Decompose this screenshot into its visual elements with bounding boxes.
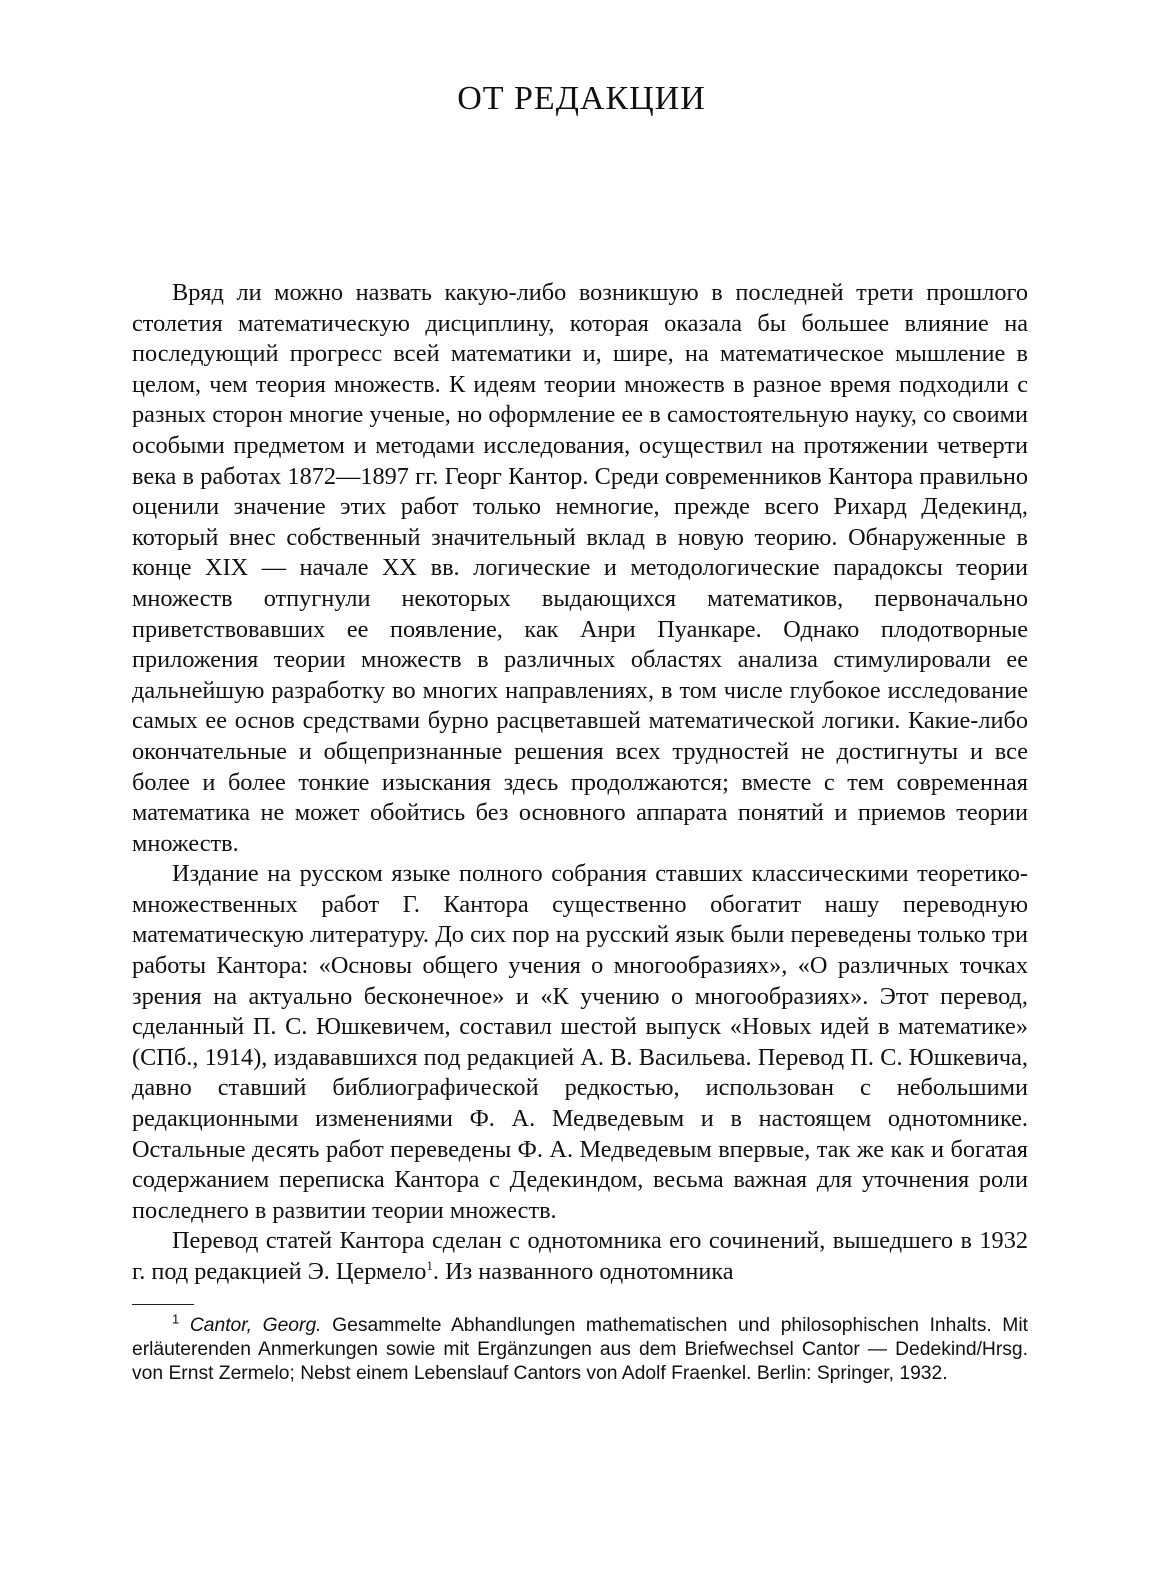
footnote-number: 1 — [172, 1311, 180, 1327]
footnote-divider — [132, 1304, 194, 1305]
main-text — [132, 278, 1028, 1288]
page-title: ОТ РЕДАКЦИИ — [457, 80, 706, 117]
paragraph-3 — [132, 1226, 1028, 1287]
paragraph-3-text: Перевод статей Кантора сделан с однотомника его сочинений, вышедшего в 1932 г. под редакцией Э. Цермело — [132, 1227, 1028, 1285]
paragraph-2: Издание на русском языке полного собрания ставших классическими теоретико-множественных работ Г. Кантора существенно обогатит нашу переводную математическую литературу. До сих пор на русский язык были переведены только три работы Кантора: «Основы общего учения о многообразиях», «О различных точках зрения на актуально бесконечное» и «К учению о многообразиях». Этот перевод, сделанный П. С. Юшкевичем, составил шестой выпуск «Новых идей в математике» (СПб., 1914), издававшихся под редакцией А. В. Васильева. Перевод П. С. Юшкевича, давно ставший библиографической редкостью, использован с небольшими редакционными изменениями Ф. А. Медведевым и в настоящем однотомнике. Остальные десять работ переведены Ф. А. Медведевым впервые, так же как и богатая содержанием переписка Кантора с Дедекиндом, весьма важная для уточнения роли последнего в развитии теории множеств. — [132, 860, 1028, 1224]
footnote-author: Cantor, Georg. — [189, 1315, 322, 1336]
footnote — [132, 1311, 1029, 1386]
paragraph-1: Вряд ли можно назвать какую-либо возникшую в последней трети прошлого столетия математическую дисциплину, которая оказала бы большее влияние на последующий прогресс всей математики и, шире, на математическое мышление в целом, чем теория множеств. К идеям теории множеств в разное время подходили с разных сторон многие ученые, но оформление ее в самостоятельную науку, со своими особыми предметом и методами исследования, осуществил на протяжении четверти века в работах 1872—1897 гг. Георг Кантор. Среди современников Кантора правильно оценили значение этих работ только немногие, прежде всего Рихард Дедекинд, который внес собственный значительный вклад в новую теорию. Обнаруженные в конце XIX — начале XX вв. логические и методологические парадоксы теории множеств отпугнули некоторых выдающихся математиков, первоначально приветствовавших ее появление, как Анри Пуанкаре. Однако плодотворные приложения теории множеств в различных областях анализа стимулировали ее дальнейшую разработку во многих направлениях, в том числе глубокое исследование самых ее основ средствами бурно расцветавшей математической логики. Какие-либо окончательные и общепризнанные решения всех трудностей не достигнуты и все более и более тонкие изыскания здесь продолжаются; вместе с тем современная математика не может обойтись без основного аппарата понятий и приемов теории множеств. — [132, 279, 1028, 857]
footnote-body — [132, 1311, 1029, 1386]
paragraph-3-text-end: . Из названного однотомника — [432, 1258, 734, 1285]
footnote-text: Gesammelte Abhandlungen mathematischen und philosophischen Inhalts. Mit erläuterenden Anmerkungen sowie mit Ergänzungen aus dem Briefwechsel Cantor — Dedekind/Hrsg. von Ernst Zermelo; Nebst einem Lebenslauf Cantors von Adolf Fraenkel. Berlin: Springer, 1932. — [132, 1315, 1029, 1384]
footnote-reference: 1 — [426, 1257, 433, 1273]
